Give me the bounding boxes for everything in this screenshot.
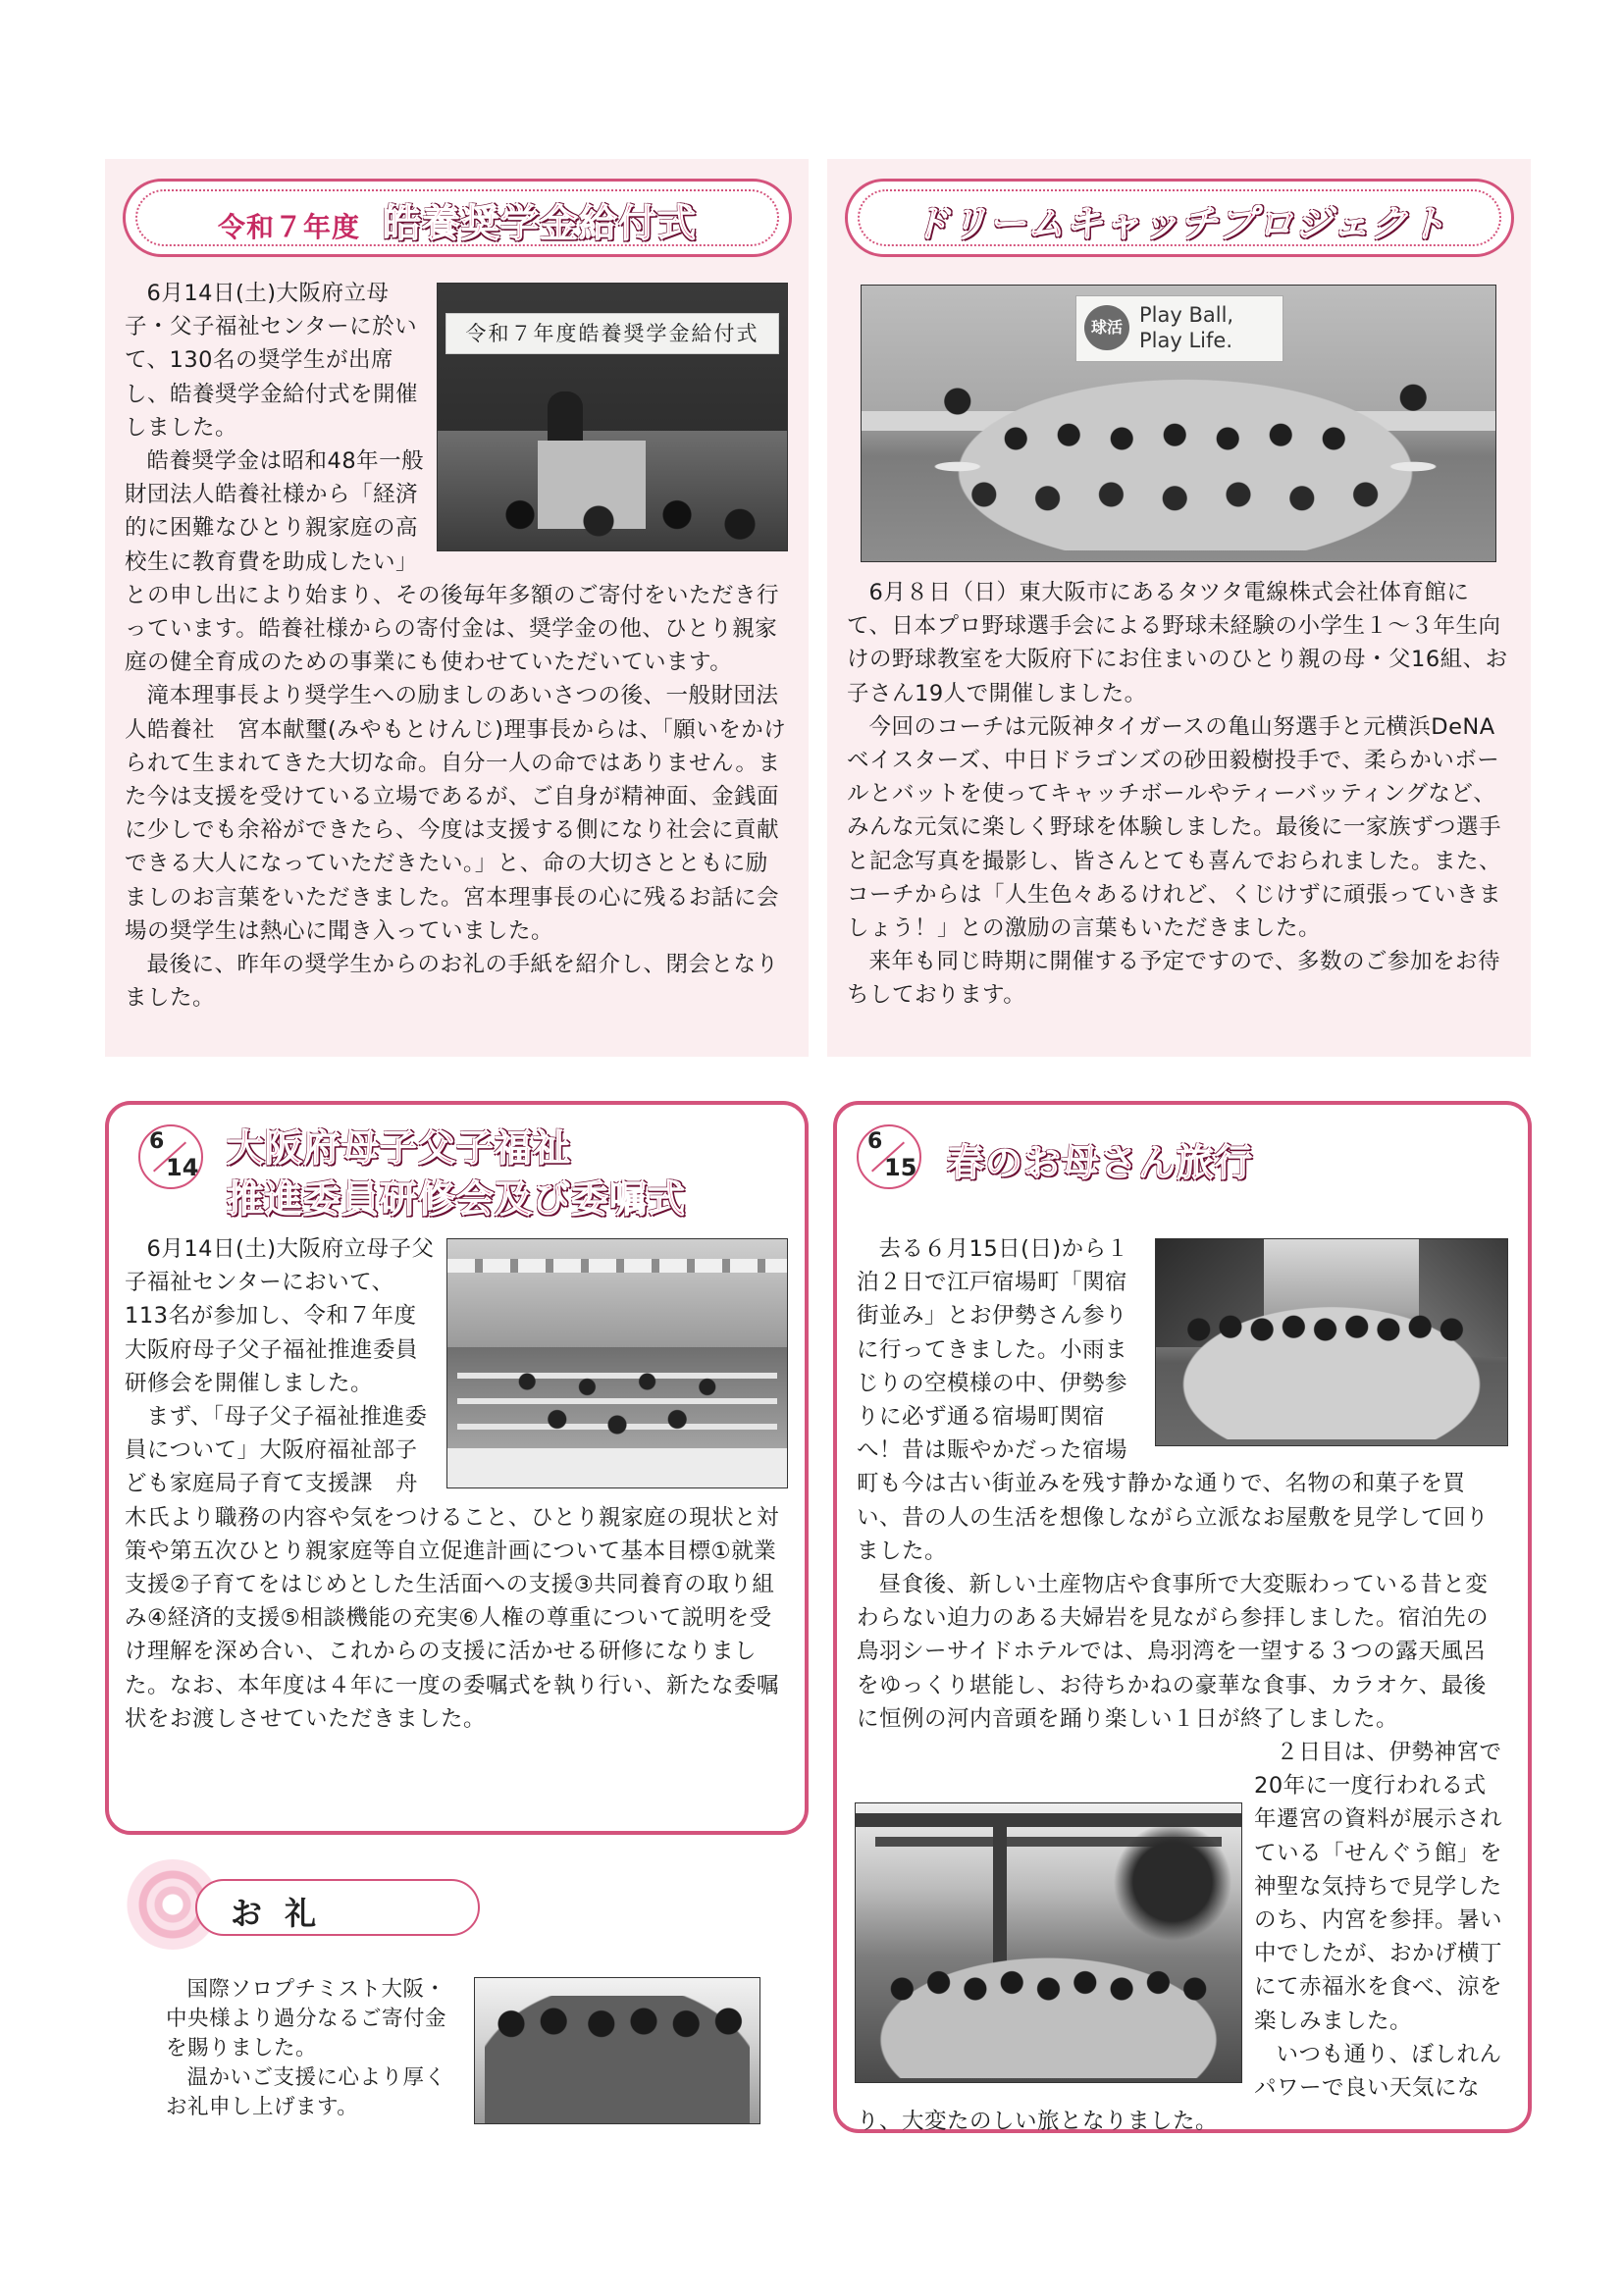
thanks-title: お 礼 <box>231 1895 323 1932</box>
scholarship-title: 皓養奨学金給付式 <box>383 202 698 246</box>
ise-shrine-photo <box>855 1802 1242 2083</box>
dream-catch-section <box>827 159 1531 1057</box>
scholarship-ceremony-photo <box>437 283 788 551</box>
banner-line-1: Play Ball, <box>1139 303 1234 327</box>
dream-catch-paragraph: 来年も同じ時期に開催する予定ですので、多数のご参加をお待ちしております。 <box>847 949 1501 1009</box>
scholarship-title-banner <box>123 179 792 257</box>
committee-article <box>125 1232 788 1736</box>
thanks-article <box>166 1975 450 2122</box>
mothers-trip-section <box>833 1101 1532 2133</box>
kyukatsu-logo: 球活 <box>1084 305 1129 350</box>
mothers-trip-article <box>857 1232 1508 2138</box>
committee-training-section <box>105 1101 809 1835</box>
banner-line-2: Play Life. <box>1139 329 1232 352</box>
trip-paragraph: 去る６月15日(日)から１泊２日で江戸宿場町「関宿街並み」とお伊勢さん参りに行ってきました。小雨まじりの空模様の中、伊勢参りに必ず通る宿場町関宿へ！昔は賑やかだった宿場町も今は古い街並みを残す静かな通りで、名物の和菓子を買い、昔の人の生活を想像しながら立派なお屋敷を見学して回りました。 <box>857 1236 1490 1564</box>
date-month: 6 <box>867 1129 883 1154</box>
trip-paragraph-wrap <box>857 1736 1508 2138</box>
scholarship-paragraph: 6月14日(土)大阪府立母子・父子福祉センターに於いて、130名の奨学生が出席し、皓養奨学金給付式を開催しました。 <box>125 281 419 441</box>
date-day: 15 <box>884 1154 917 1181</box>
date-month: 6 <box>149 1129 165 1154</box>
date-day: 14 <box>166 1154 199 1181</box>
scholarship-section <box>105 159 809 1057</box>
committee-paragraph: 6月14日(土)大阪府立母子父子福祉センターにおいて、113名が参加し、令和７年度大阪府母子父子福祉推進委員研修会を開催しました。 <box>125 1236 435 1396</box>
dream-catch-title-banner <box>845 179 1514 257</box>
thanks-paragraph: 国際ソロプチミスト大阪・中央様より過分なるご寄付金を賜りました。 <box>166 1977 447 2061</box>
committee-title-line2: 推進委員研修会及び委嘱式 <box>227 1177 687 1221</box>
soroptimist-donation-photo <box>474 1977 760 2124</box>
scholarship-paragraph: 滝本理事長より奨学生への励ましのあいさつの後、一般財団法人皓養社 宮本献璽(みやもとけんじ)理事長からは、「願いをかけられて生まれてきた大切な命。自分一人の命ではありません。また今は支援を受けている立場であるが、ご自身が精神面、金銭面に少しでも余裕ができたら、今度は支援する側になり社会に貢献できる大人になっていただきたい。」と、命の大切さとともに励ましのお言葉をいただきました。宮本理事長の心に残るお話に会場の奨学生は熱心に聞き入っていました。 <box>125 683 787 944</box>
committee-title-line1: 大阪府母子父子福祉 <box>227 1126 572 1170</box>
trip-paragraph: いつも通り、ぼしれんパワーで良い天気になり、大変たのしい旅となりました。 <box>857 2041 1502 2135</box>
dream-catch-article <box>847 576 1510 1013</box>
thanks-paragraph: 温かいご支援に心より厚くお礼申し上げます。 <box>166 2065 446 2119</box>
scholarship-paragraph: 皓養奨学金は昭和48年一般財団法人皓養社様から「経済的に困難なひとり親家庭の高校生に教育費を助成したい」との申し出により始まり、その後毎年多額のご寄付をいただき行っています。皓養社様からの寄付金は、奨学金の他、ひとり親家庭の健全育成のための事業にも使わせていただいています。 <box>125 448 780 676</box>
date-badge-0614 <box>138 1124 203 1189</box>
training-hall-photo <box>446 1238 788 1488</box>
committee-paragraph: まず、「母子父子福祉推進委員について」大阪府福祉部子ども家庭局子育て支援課 舟木氏より職務の内容や気をつけること、ひとり親家庭の現状と対策や第五次ひとり親家庭等自立促進計画について基本目標①就業支援②子育てをはじめとした生活面への支援③共同養育の取り組み④経済的支援⑤相談機能の充実⑥人権の尊重について説明を受け理解を深め合い、これからの支援に活かせる研修になりました。なお、本年度は４年に一度の委嘱式を執り行い、新たな委嘱状をお渡しさせていただきました。 <box>125 1404 780 1732</box>
trip-paragraph: ２日目は、伊勢神宮で20年に一度行われる式年遷宮の資料が展示されている「せんぐう館」を神聖な気持ちで見学したのち、内宮を参拝。暑い中でしたが、おかげ横丁にて赤福氷を食べ、涼を楽しみました。 <box>1254 1740 1503 2034</box>
mothers-trip-title: 春のお母さん旅行 <box>947 1141 1254 1184</box>
dream-catch-title: ドリームキャッチプロジェクト <box>912 202 1447 245</box>
date-badge-0615 <box>857 1124 921 1189</box>
dream-catch-paragraph: 今回のコーチは元阪神タイガースの亀山努選手と元横浜DeNA ベイスターズ、中日ドラゴンズの砂田毅樹投手で、柔らかいボールとバットを使ってキャッチボールやティーバッティングなど、みんな元気に楽しく野球を体験しました。最後に一家族ずつ選手と記念写真を撮影し、皆さんとても喜んでおられました。また、コーチからは「人生色々あるけれど、くじけずに頑張っていきましょう！」との激励の言葉もいただきました。 <box>847 713 1502 942</box>
scholarship-paragraph: 最後に、昨年の奨学生からのお礼の手紙を紹介し、閉会となりました。 <box>125 952 779 1012</box>
thanks-section <box>105 1859 809 2144</box>
sekijuku-group-photo <box>1155 1238 1508 1446</box>
scholarship-title-prefix: 令和７年度 <box>217 211 360 243</box>
dream-catch-paragraph: 6月８日（日）東大阪市にあるタツタ電線株式会社体育館にて、日本プロ野球選手会による野球未経験の小学生１～３年生向けの野球教室を大阪府下にお住まいのひとり親の母・父16組、お子さん19人で開催しました。 <box>847 580 1508 706</box>
trip-paragraph: 昼食後、新しい土産物店や食事所で大変賑わっている昔と変わらない迫力のある夫婦岩を見ながら参拝しました。宿泊先の鳥羽シーサイドホテルでは、鳥羽湾を一望する３つの露天風呂をゆっくり堪能し、お待ちかねの豪華な食事、カラオケ、最後に恒例の河内音頭を踊り楽しい１日が終了しました。 <box>857 1572 1490 1732</box>
play-ball-banner <box>1075 295 1283 362</box>
ceremony-sign: 令和７年度皓養奨学金給付式 <box>445 313 779 354</box>
baseball-group-photo <box>861 285 1496 562</box>
scholarship-article <box>125 277 788 1015</box>
